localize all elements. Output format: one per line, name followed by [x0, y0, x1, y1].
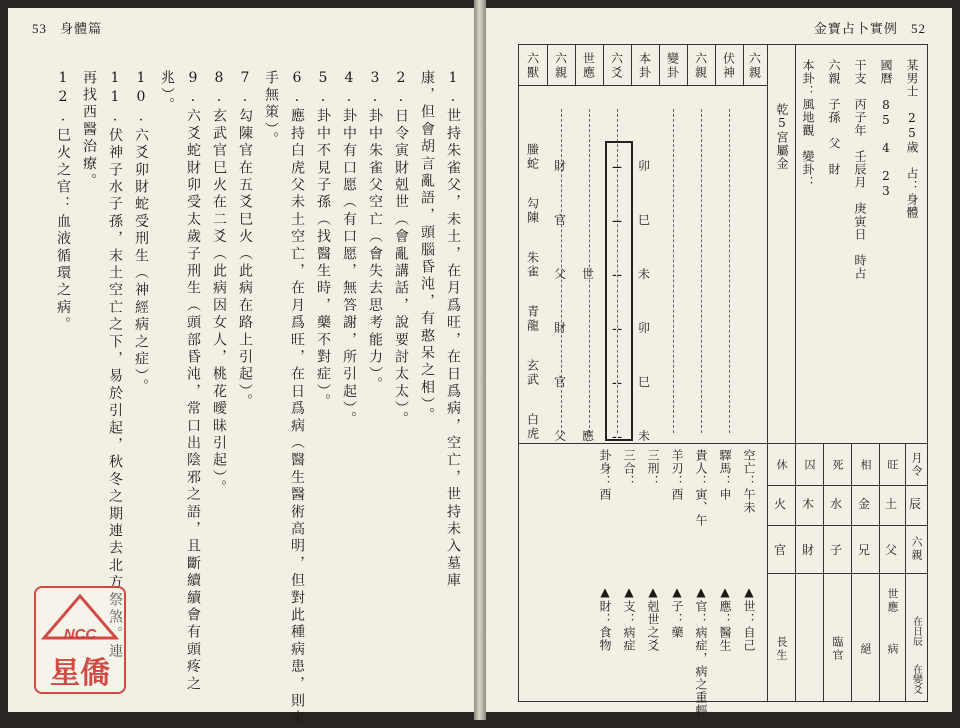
- yao-box: [605, 141, 633, 441]
- stage-label: 世應: [886, 588, 899, 614]
- branch-cell: 未: [637, 267, 652, 281]
- month-status: 旺: [886, 458, 899, 472]
- header-cell: 六親: [747, 52, 762, 80]
- branch-cell: 巳: [637, 375, 652, 389]
- info-line: 本卦：風地觀 變卦：: [801, 59, 815, 189]
- header-cell: 伏神: [721, 52, 736, 80]
- beast-cell: 青龍: [525, 305, 540, 333]
- month-relative: 兄: [857, 543, 872, 557]
- note-line: ▲官：病症，病之重輕: [694, 585, 708, 717]
- shi-marker: 世: [581, 267, 596, 281]
- month-status: 休: [775, 458, 788, 472]
- right-page: [486, 8, 952, 717]
- header-cell: 六親: [693, 52, 708, 80]
- month-status: 囚: [803, 458, 816, 472]
- month-element: 火: [773, 497, 788, 511]
- right-header: [814, 18, 926, 37]
- yao-line: ⚋: [611, 265, 623, 279]
- paragraph: 9.六爻蛇財卯受太歲子刑生（頭部昏沌，常口出陰邪之語，且斷續續會有頭疼之: [185, 70, 201, 694]
- stage-label: 臨官: [831, 636, 844, 662]
- month-relative: 子: [829, 543, 844, 557]
- divination-chart: [518, 44, 928, 717]
- info-line: 六親 子孫 父 財: [827, 59, 841, 176]
- relative-cell: 官: [553, 375, 568, 389]
- paragraph: 7.勾陳官在五爻巳火（此病在路上引起）。: [237, 70, 253, 411]
- month-element: 土: [884, 497, 899, 511]
- paragraph: 4.卦中有口愿（有口愿，無答謝，所引起）。: [341, 70, 357, 429]
- beast-cell: 朱雀: [525, 251, 540, 279]
- shensha-line: 驛馬：申: [718, 449, 732, 501]
- month-status: 死: [831, 458, 844, 472]
- relative-cell: 財: [553, 159, 568, 173]
- yao-line: ⚊: [611, 211, 623, 225]
- paragraph: 兆）。: [159, 70, 175, 115]
- header-cell: 六獸: [525, 52, 540, 80]
- paragraph: 5.卦中不見子孫（找醫生時，藥不對症）。: [315, 70, 331, 411]
- paragraph: 10.六爻卯財蛇受刑生（神經病之症）。: [133, 70, 149, 396]
- stage-label: 病: [886, 642, 899, 656]
- beast-cell: 白虎: [525, 413, 540, 441]
- page-number: 53: [32, 21, 47, 36]
- paragraph: 8.玄武官巳火在二爻（此病因女人，桃花曖昧引起）。: [211, 70, 227, 497]
- beast-cell: 勾陳: [525, 197, 540, 225]
- paragraph: 手無策）。: [263, 70, 279, 149]
- shensha-line: 三合：: [622, 449, 636, 488]
- shensha-line: 卦身：酉: [598, 449, 612, 501]
- paragraph: 再找西醫治療。: [81, 70, 97, 191]
- info-line: 干支 丙子年 壬辰月 庚寅日 時占: [853, 59, 867, 280]
- yao-line: ⚋: [611, 319, 623, 333]
- paragraph: 康，但會胡言亂語，頭腦昏沌，有憨呆之相）。: [419, 70, 435, 425]
- paragraph: 2.日令寅財剋世（會亂講話，說要討太太）。: [393, 70, 409, 429]
- month-relative: 六親: [910, 536, 923, 562]
- paragraph: 12.巳火之官：血液循環之病。: [55, 70, 71, 334]
- paragraph: 6.應持白虎父未土空亡，在月爲旺，在日爲病（醫生醫術高明，但對此種病患，則束: [289, 70, 305, 728]
- header-title: 身體篇: [60, 22, 103, 37]
- yao-line: ⚊: [611, 157, 623, 171]
- page-number: 52: [911, 21, 926, 36]
- shensha-line: 羊刃：酉: [670, 449, 684, 501]
- left-page: [8, 8, 474, 728]
- relative-cell: 父: [553, 267, 568, 281]
- book-spine: [474, 0, 486, 720]
- note-line: ▲世：自己: [742, 585, 756, 652]
- stage-label: 長生: [775, 636, 788, 662]
- yao-line: ⚋: [611, 427, 623, 441]
- relative-cell: 父: [553, 429, 568, 443]
- month-element: 水: [829, 497, 844, 511]
- paragraph: 3.卦中朱雀父空亡（會失去思考能力）。: [367, 70, 383, 394]
- paragraph: 11.伏神子水子孫，末土空亡之下，易於引起，秋冬之期連去北方祭煞。連: [107, 70, 123, 661]
- branch-cell: 未: [637, 429, 652, 443]
- side-note: 在日辰: [910, 616, 922, 646]
- branch-cell: 卯: [637, 159, 652, 173]
- shensha-line: 三刑：: [646, 449, 660, 488]
- note-line: ▲支：病症: [622, 585, 636, 652]
- watermark-stamp: [34, 586, 126, 694]
- ying-marker: 應: [581, 429, 596, 443]
- shensha-line: 空亡：午未: [742, 449, 756, 514]
- left-header: [32, 18, 102, 37]
- month-relative: 父: [884, 543, 899, 557]
- header-cell: 六爻: [609, 52, 624, 80]
- info-line: 某男士 25歲 占：身體: [905, 59, 919, 219]
- header-cell: 本卦: [637, 52, 652, 80]
- month-relative: 官: [773, 543, 788, 557]
- header-cell: 六親: [553, 52, 568, 80]
- stamp-brand: NCC: [63, 626, 97, 643]
- note-line: ▲剋世之爻: [646, 585, 660, 652]
- branch-cell: 巳: [637, 213, 652, 227]
- paragraph: 1.世持朱雀父，未土，在月爲旺，在日爲病，空亡，世持未入墓庫: [445, 70, 461, 590]
- yao-line: ⚋: [611, 373, 623, 387]
- side-note: 在變爻: [910, 664, 922, 694]
- month-relative: 財: [801, 543, 816, 557]
- note-line: ▲子：藥: [670, 585, 684, 639]
- note-line: ▲應：醫生: [718, 585, 732, 652]
- stage-label: 絕: [859, 642, 872, 656]
- month-status: 月令: [910, 452, 923, 478]
- beast-cell: 螣蛇: [525, 143, 540, 171]
- relative-cell: 財: [553, 321, 568, 335]
- header-cell: 變卦: [665, 52, 680, 80]
- beast-cell: 玄武: [525, 359, 540, 387]
- stamp-name: 星僑: [50, 656, 110, 691]
- palace-line: 乾5宮屬金: [775, 103, 789, 170]
- branch-cell: 卯: [637, 321, 652, 335]
- header-cell: 世應: [581, 52, 596, 80]
- month-element: 辰: [908, 497, 923, 511]
- month-element: 木: [801, 497, 816, 511]
- note-line: ▲財：食物: [598, 585, 612, 652]
- header-title: 金寶占卜實例: [813, 22, 898, 37]
- shensha-line: 貴人：寅、午: [694, 449, 708, 527]
- month-status: 相: [859, 458, 872, 472]
- relative-cell: 官: [553, 213, 568, 227]
- month-element: 金: [857, 497, 872, 511]
- info-line: 國曆 85 4 23: [879, 59, 893, 199]
